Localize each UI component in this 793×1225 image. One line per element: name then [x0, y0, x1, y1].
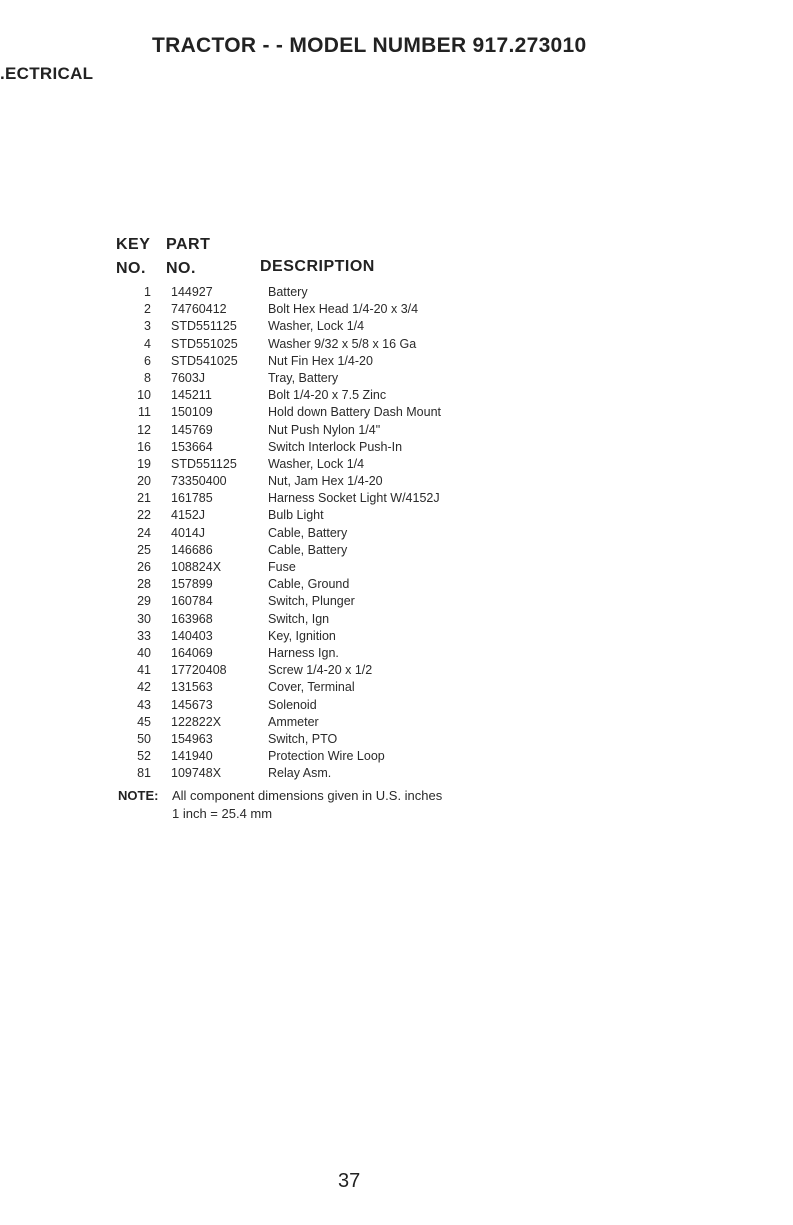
column-header-key: KEY	[116, 236, 151, 253]
part-number: STD551125	[171, 456, 237, 471]
key-number: 45	[137, 714, 151, 729]
parts-list	[0, 285, 793, 783]
column-header-part-no: NO.	[166, 260, 196, 277]
note-conversion: 1 inch = 25.4 mm	[172, 806, 273, 821]
table-row	[0, 594, 793, 611]
key-number: 8	[144, 370, 151, 385]
part-number: 17720408	[171, 663, 227, 678]
part-description: Switch, Ign	[268, 611, 330, 626]
part-description: Bolt Hex Head 1/4-20 x 3/4	[268, 302, 419, 317]
key-number: 24	[137, 525, 151, 540]
part-description: Cable, Battery	[268, 542, 348, 557]
part-number: 7603J	[171, 370, 206, 385]
key-number: 43	[137, 697, 151, 712]
table-row	[0, 663, 793, 680]
key-number: 21	[137, 491, 151, 506]
table-row	[0, 749, 793, 766]
part-number: 164069	[171, 645, 213, 660]
part-number: 109748X	[171, 766, 222, 781]
part-number: 122822X	[171, 714, 222, 729]
part-number: 141940	[171, 749, 213, 764]
part-description: Switch, Plunger	[268, 594, 355, 609]
part-number: 144927	[171, 285, 213, 299]
page-title: TRACTOR - - MODEL NUMBER 917.273010	[152, 34, 587, 57]
part-number: 160784	[171, 594, 213, 609]
key-number: 42	[137, 680, 151, 695]
part-number: 153664	[171, 439, 213, 454]
table-row	[0, 732, 793, 749]
part-description: Bolt 1/4-20 x 7.5 Zinc	[268, 388, 387, 403]
part-description: Bulb Light	[268, 508, 324, 523]
table-row	[0, 698, 793, 715]
part-number: 157899	[171, 577, 213, 592]
table-row	[0, 646, 793, 663]
part-description: Harness Socket Light W/4152J	[268, 491, 440, 506]
key-number: 40	[137, 645, 151, 660]
key-number: 25	[137, 542, 151, 557]
part-description: Solenoid	[268, 697, 317, 712]
part-number: 131563	[171, 680, 213, 695]
part-description: Fuse	[268, 560, 296, 574]
key-number: 29	[137, 594, 151, 609]
part-number: 146686	[171, 542, 213, 557]
table-row	[0, 457, 793, 474]
part-number: 161785	[171, 491, 213, 506]
table-row	[0, 612, 793, 629]
key-number: 1	[144, 285, 151, 299]
table-row	[0, 423, 793, 440]
table-row	[0, 405, 793, 422]
table-row	[0, 319, 793, 336]
note-text: All component dimensions given in U.S. inches	[172, 788, 443, 803]
part-description: Cover, Terminal	[268, 680, 355, 695]
key-number: 11	[138, 405, 151, 420]
key-number: 19	[137, 456, 151, 471]
part-description: Tray, Battery	[268, 370, 339, 385]
part-description: Washer, Lock 1/4	[268, 319, 365, 334]
page-number: 37	[338, 1170, 361, 1192]
part-number: 108824X	[171, 560, 222, 574]
part-description: Switch, PTO	[268, 731, 338, 746]
table-row	[0, 715, 793, 732]
part-description: Cable, Ground	[268, 577, 350, 592]
key-number: 41	[137, 663, 151, 678]
key-number: 50	[137, 731, 151, 746]
table-row	[0, 508, 793, 525]
part-number: 73350400	[171, 474, 227, 489]
table-row	[0, 629, 793, 646]
column-header-description: DESCRIPTION	[260, 258, 375, 275]
key-number: 26	[137, 560, 151, 574]
section-label: .ECTRICAL	[0, 64, 94, 83]
key-number: 22	[137, 508, 151, 523]
table-row	[0, 440, 793, 457]
key-number: 4	[144, 336, 151, 351]
key-number: 12	[137, 422, 151, 437]
table-row	[0, 560, 793, 577]
part-number: 74760412	[171, 302, 227, 317]
part-number: 154963	[171, 731, 213, 746]
part-description: Washer 9/32 x 5/8 x 16 Ga	[268, 336, 417, 351]
part-description: Nut, Jam Hex 1/4-20	[268, 474, 383, 489]
key-number: 10	[137, 388, 151, 403]
part-description: Washer, Lock 1/4	[268, 456, 365, 471]
part-number: 163968	[171, 611, 213, 626]
table-row	[0, 354, 793, 371]
part-number: 150109	[171, 405, 213, 420]
table-row	[0, 543, 793, 560]
table-row	[0, 285, 793, 302]
part-number: 145211	[171, 388, 212, 403]
part-number: STD551125	[171, 319, 237, 334]
table-row	[0, 337, 793, 354]
key-number: 20	[137, 474, 151, 489]
key-number: 28	[137, 577, 151, 592]
part-description: Nut Push Nylon 1/4"	[268, 422, 381, 437]
part-number: 140403	[171, 628, 213, 643]
part-description: Key, Ignition	[268, 628, 336, 643]
table-row	[0, 680, 793, 697]
part-number: STD551025	[171, 336, 238, 351]
part-number: 145673	[171, 697, 213, 712]
key-number: 81	[137, 766, 151, 781]
table-row	[0, 371, 793, 388]
part-description: Hold down Battery Dash Mount	[268, 405, 442, 420]
part-description: Battery	[268, 285, 308, 299]
table-row	[0, 526, 793, 543]
part-description: Screw 1/4-20 x 1/2	[268, 663, 373, 678]
key-number: 30	[137, 611, 151, 626]
part-description: Ammeter	[268, 714, 319, 729]
part-number: STD541025	[171, 353, 238, 368]
part-number: 4014J	[171, 525, 206, 540]
key-number: 6	[144, 353, 151, 368]
part-description: Protection Wire Loop	[268, 749, 385, 764]
key-number: 16	[137, 439, 151, 454]
part-description: Switch Interlock Push-In	[268, 439, 403, 454]
key-number: 52	[137, 749, 151, 764]
table-row	[0, 302, 793, 319]
table-row	[0, 766, 793, 783]
part-description: Nut Fin Hex 1/4-20	[268, 353, 373, 368]
table-row	[0, 474, 793, 491]
key-number: 2	[144, 302, 151, 317]
key-number: 3	[144, 319, 151, 334]
part-description: Harness Ign.	[268, 645, 339, 660]
table-row	[0, 388, 793, 405]
table-row	[0, 491, 793, 508]
table-row	[0, 577, 793, 594]
part-number: 4152J	[171, 508, 206, 523]
column-header-key-no: NO.	[116, 260, 146, 277]
part-description: Relay Asm.	[268, 766, 332, 781]
key-number: 33	[137, 628, 151, 643]
note-label: NOTE:	[118, 788, 159, 803]
column-header-part: PART	[166, 236, 211, 253]
part-number: 145769	[171, 422, 213, 437]
part-description: Cable, Battery	[268, 525, 348, 540]
